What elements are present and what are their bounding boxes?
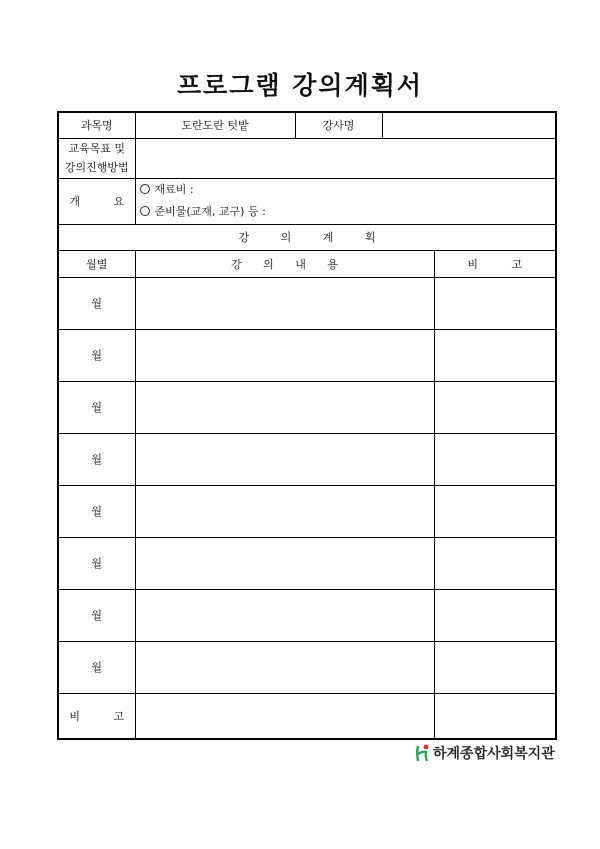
goals-label-line1: 교육목표 및 [68, 142, 126, 155]
instructor-label: 강사명 [295, 112, 382, 138]
radio-circle-icon [140, 206, 150, 216]
plan-section-header: 강 의 계 획 [58, 224, 556, 250]
remarks-cell[interactable] [434, 433, 556, 485]
radio-circle-icon [140, 184, 150, 194]
table-row [58, 537, 556, 589]
remarks-cell[interactable] [434, 485, 556, 537]
month-cell[interactable]: 월 [58, 329, 135, 381]
table-row [58, 277, 556, 329]
instructor-value[interactable] [382, 112, 556, 138]
table-row [58, 641, 556, 693]
goals-label-line2: 강의진행방법 [64, 161, 129, 174]
table-row [58, 589, 556, 641]
goals-value[interactable] [135, 138, 556, 178]
month-column-header: 월별 [58, 250, 135, 277]
remarks-cell[interactable] [434, 537, 556, 589]
content-cell[interactable] [135, 641, 434, 693]
content-cell[interactable] [135, 381, 434, 433]
overview-label: 개 요 [58, 178, 135, 224]
remarks-cell[interactable] [434, 589, 556, 641]
remarks-column-header: 비 고 [434, 250, 556, 277]
table-row [58, 433, 556, 485]
remarks-cell[interactable] [434, 381, 556, 433]
remarks-cell[interactable] [434, 329, 556, 381]
month-cell[interactable]: 월 [58, 589, 135, 641]
footer-logo [415, 743, 555, 763]
organization-name: 하계종합사회복지관 [433, 746, 555, 762]
month-cell[interactable]: 월 [58, 381, 135, 433]
remarks-cell[interactable] [434, 641, 556, 693]
goals-label [58, 138, 135, 178]
remarks-row-label: 비 고 [58, 693, 135, 739]
table-row [58, 329, 556, 381]
content-cell[interactable] [135, 589, 434, 641]
content-column-header: 강 의 내 용 [135, 250, 434, 277]
supplies-label: 준비물(교재, 교구) 등 : [154, 205, 266, 218]
course-name-value[interactable]: 도란도란 텃밭 [135, 112, 295, 138]
table-row [58, 485, 556, 537]
content-cell[interactable] [135, 277, 434, 329]
month-cell[interactable]: 월 [58, 485, 135, 537]
page-title: 프로그램 강의계획서 [176, 71, 424, 100]
remarks-row-content[interactable] [135, 693, 434, 739]
content-cell[interactable] [135, 433, 434, 485]
month-cell[interactable]: 월 [58, 433, 135, 485]
month-cell[interactable]: 월 [58, 641, 135, 693]
lecture-plan-form [57, 111, 557, 740]
overview-value[interactable] [135, 178, 556, 224]
content-cell[interactable] [135, 485, 434, 537]
table-row [58, 381, 556, 433]
month-cell[interactable]: 월 [58, 537, 135, 589]
table-row [58, 693, 556, 739]
remarks-row-extra[interactable] [434, 693, 556, 739]
materials-fee-line [140, 179, 556, 201]
content-cell[interactable] [135, 329, 434, 381]
content-cell[interactable] [135, 537, 434, 589]
welfare-center-logo-icon [415, 743, 431, 763]
materials-fee-label: 재료비 : [154, 183, 194, 196]
remarks-cell[interactable] [434, 277, 556, 329]
course-name-label: 과목명 [58, 112, 135, 138]
supplies-line [140, 201, 556, 223]
month-cell[interactable]: 월 [58, 277, 135, 329]
